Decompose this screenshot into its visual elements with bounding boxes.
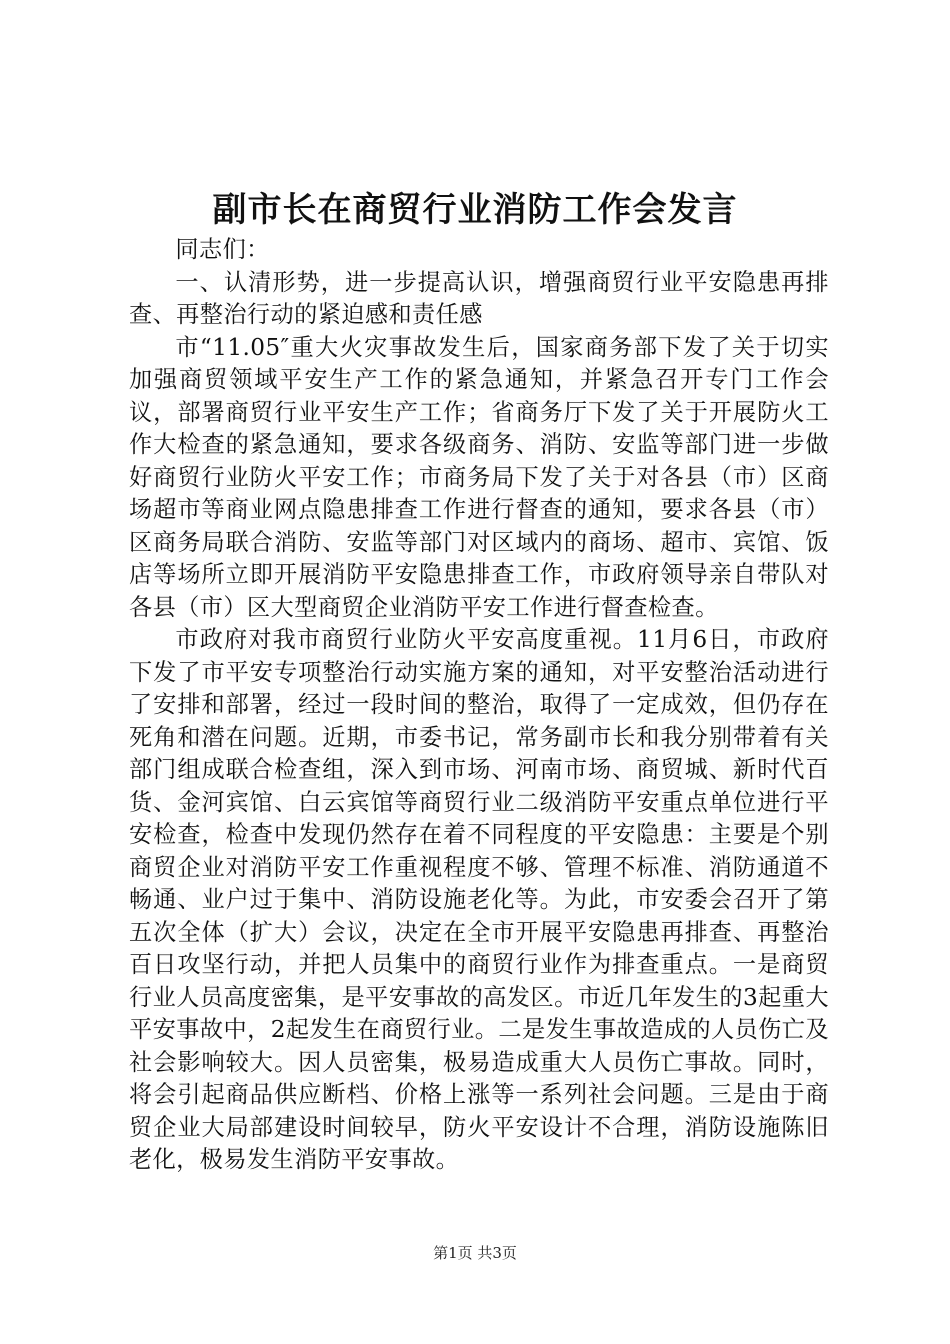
document-body [129,234,829,1177]
salutation: 同志们： [175,236,270,263]
body-paragraph-1: 市“11.05″重大火灾事故发生后，国家商务部下发了关于切实加强商贸领域平安生产工作的紧急通知，并紧急召开专门工作会议，部署商贸行业平安生产工作；省商务厅下发了关于开展防火工作大检查的紧急通知，要求各级商务、消防、安监等部门进一步做好商贸行业防火平安工作；市商务局下发了关于对各县（市）区商场超市等商业网点隐患排查工作进行督查的通知，要求各县（市）区商务局联合消防、安监等部门对区域内的商场、超市、宾馆、饭店等场所立即开展消防平安隐患排查工作，市政府领导亲自带队对各县（市）区大型商贸企业消防平安工作进行督查检查。 [129,333,829,621]
document-title: 副市长在商贸行业消防工作会发言 [212,190,738,230]
body-paragraph-2: 市政府对我市商贸行业防火平安高度重视。11月6日，市政府下发了市平安专项整治行动实施方案的通知，对平安整治活动进行了安排和部署，经过一段时间的整治，取得了一定成效，但仍存在死角和潜在问题。近期，市委书记，常务副市长和我分别带着有关部门组成联合检查组，深入到市场、河南市场、商贸城、新时代百货、金河宾馆、白云宾馆等商贸行业二级消防平安重点单位进行平安检查，检查中发现仍然存在着不同程度的平安隐患：主要是个别商贸企业对消防平安工作重视程度不够、管理不标准、消防通道不畅通、业户过于集中、消防设施老化等。为此，市安委会召开了第五次全体（扩大）会议，决定在全市开展平安隐患再排查、再整治百日攻坚行动，并把人员集中的商贸行业作为排查重点。一是商贸行业人员高度密集，是平安事故的高发区。市近几年发生的3起重大平安事故中，2起发生在商贸行业。二是发生事故造成的人员伤亡及社会影响较大。因人员密集，极易造成重大人员伤亡事故。同时，将会引起商品供应断档、价格上涨等一系列社会问题。三是由于商贸企业大局部建设时间较早，防火平安设计不合理，消防设施陈旧老化，极易发生消防平安事故。 [129,626,829,1173]
section-heading: 一、认清形势，进一步提高认识，增强商贸行业平安隐患再排查、再整治行动的紧迫感和责任感 [129,268,829,328]
page-footer: 第1页 共3页 [433,1244,517,1262]
